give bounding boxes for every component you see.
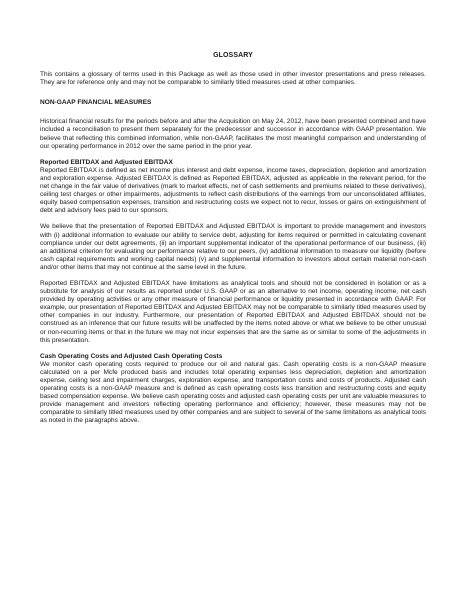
ebitdax-paragraph-1: Reported EBITDAX is defined as net income plus interest and debt expense, income taxes, depreciation, depletion and amortization and exploration expense. Adjusted EBITDAX is defined as Reported EBITDAX, adjusted as applicable in the relevant period, for the net change in the fair value of derivatives (mark to market effects, net of cash settlements and premiums related to these derivatives), ceiling test charges or other impairments, adjustments to reflect cash distributions of the earnings from our unconsolidated affiliates, equity based compensation expenses, transition and restructuring costs we expect not to recur, losses or gains on extinguishment of debt and advisory fees paid to our sponsors. [40,166,426,215]
cash-costs-heading: Cash Operating Costs and Adjusted Cash Operating Costs [40,352,223,360]
cash-costs-paragraph: We monitor cash operating costs required to produce our oil and natural gas. Cash operating costs is a non-GAAP measure calculated on a per Mcfe produced basis and includes total operating expenses less depreciation, depletion and amortization expense, ceiling test and impairment charges, exploration expense, and transportation costs and costs of products. Adjusted cash operating costs is a non-GAAP measure and is defined as cash operating costs less transition and restructuring costs and equity based compensation expense. We believe cash operating costs and adjusted cash operating costs per unit are valuable measures to provide management and investors reflecting operating performance and efficiency; however, these measures may not be comparable to similarly titled measures used by other companies and are subject to several of the same limitations as analytical tools as noted in the paragraphs above. [40,360,426,425]
document-page [40,52,426,434]
non-gaap-paragraph: Historical financial results for the periods before and after the Acquisition on May 24, 2012, have been presented combined and have included a reconciliation to present them separately for the predecessor and successor in accordance with GAAP presentation. We believe that reflecting this combined information, while non-GAAP, facilitates the most meaningful comparison and understanding of our operating performance in 2012 over the same period in the prior year. [40,118,426,150]
page-title: GLOSSARY [213,52,253,59]
ebitdax-heading: Reported EBITDAX and Adjusted EBITDAX [40,158,173,166]
ebitdax-paragraph-3: Reported EBITDAX and Adjusted EBITDAX have limitations as analytical tools and should not be considered in isolation or as a substitute for analysis of our results as reported under U.S. GAAP or as an alternative to net income, operating income, net cash provided by operating activities or any other measure of financial performance or liquidity presented in accordance with GAAP. For example, our presentation of Reported EBITDAX and Adjusted EBITDAX may not be comparable to similarly titled measures used by other companies in our industry. Furthermore, our presentation of Reported EBITDAX and Adjusted EBITDAX should not be construed as an inference that our future results will be unaffected by the items noted above or what we believe to be other unusual or non-recurring items or that in the future we may not incur expenses that are the same as or similar to some of the adjustments in this presentation. [40,279,426,344]
ebitdax-paragraph-2: We believe that the presentation of Reported EBITDAX and Adjusted EBITDAX is important to provide management and investors with (i) additional information to evaluate our ability to service debt, adjusting for items required or permitted in calculating covenant compliance under our debt agreements, (ii) an important supplemental indicator of the operational performance of our business, (iii) an additional criterion for evaluating our performance relative to our peers, (iv) additional information to measure our liquidity (before cash capital requirements and working capital needs) (v) and supplemental information to investors about certain material non-cash and/or other items that may not continue at the same level in the future. [40,223,426,271]
intro-paragraph: This contains a glossary of terms used in this Package as well as those used in other investor presentations and press releases. They are for reference only and may not be comparable to similarly titled measures used at other companies. [40,71,426,87]
non-gaap-heading: NON-GAAP FINANCIAL MEASURES [40,99,152,107]
